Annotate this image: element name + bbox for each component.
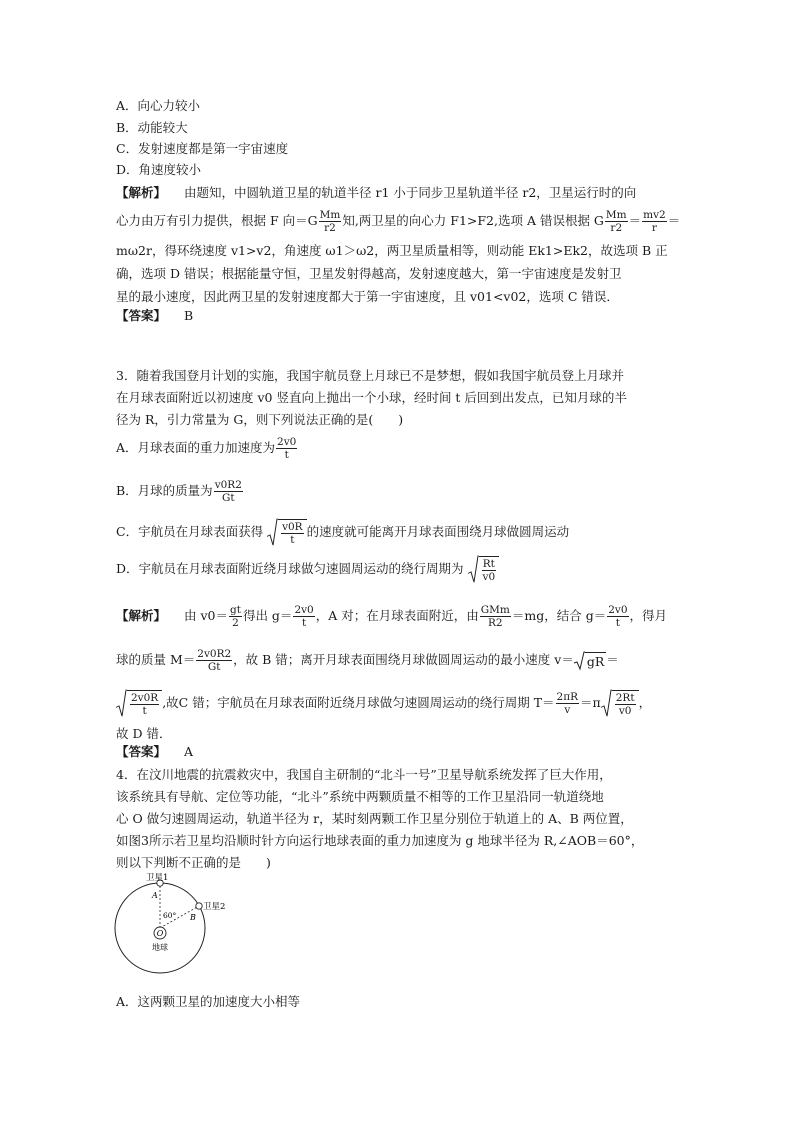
fraction: $\frac{Mm}{r2}$ [319,209,341,234]
answer-label: 【答案】 [116,308,167,323]
q2-analysis-line-2: 心力由万有引力提供，根据 F 向＝G $\frac{Mm}{r2}$ 知,两卫星的向心力 F1>F2,选项 A 错误根据 G $\frac{Mm}{r2}$ ＝ $\frac{mv2}{r}$ ＝ [116,209,681,234]
q3-stem-line-1: 3．随着我国登月计划的实施，我国宇航员登上月球已不是梦想，假如我国宇航员登上月球并 [116,368,624,383]
q2-analysis-line-3: mω2r，得环绕速度 v1>v2，角速度 ω1＞ω2，两卫星质量相等，则动能 Ek1>Ek2，故选项 B 正 [116,243,668,258]
fraction: $\frac{2v0}{t}$ [608,604,628,629]
label-sat2: 卫星2 [203,902,226,912]
q3-analysis-line-1: 【解析】 由 v0＝ $\frac{gt}{2}$ 得出 g＝ $\frac{2v0}{t}$ ，A 对；在月球表面附近，由 $\frac{\text{GMm}}{R2}$ ＝mg，结合 g＝ $\frac{2v0}{t}$ ，得月 [116,604,668,629]
q2-option-c: C．发射速度都是第一宇宙速度 [116,141,289,156]
q3-stem-line-2: 在月球表面附近以初速度 v0 竖直向上抛出一个小球，经时间 t 后回到出发点，已知月球的半 [116,390,627,405]
q3-analysis-line-2: 球的质量 M＝ $\frac{2v0R2}{Gt}$ ，故 B 错；离开月球表面围绕月球做圆周运动的最小速度 v＝ gR ＝ [116,648,619,673]
q3-option-c: C．宇航员在月球表面获得 $\frac{v0R}{t}$ 的速度就可能离开月球表面围绕月球做圆周运动 [116,521,570,546]
q4-option-a: A．这两颗卫星的加速度大小相等 [116,994,301,1009]
label-o: O [156,929,164,938]
q2-answer [116,308,193,324]
label-a: A [152,891,158,900]
analysis-label: 【解析】 [116,608,167,623]
label-b: B [190,913,196,922]
q2-analysis-line-5: 星的最小速度，因此两卫星的发射速度都大于第一宇宙速度，且 v01<v02，选项 C 错误． [116,289,619,304]
square-root: gR [574,652,606,670]
fraction: $\frac{2v0R2}{Gt}$ [197,648,232,673]
q4-stem-line-2: 该系统具有导航、定位等功能，“北斗”系统中两颗质量不相等的工作卫星沿同一轨道绕地 [116,789,604,804]
q3-option-d: D．宇航员在月球表面附近绕月球做匀速圆周运动的绕行周期为 $\frac{Rt}{v0}$ [116,556,499,583]
answer-value: B [184,308,194,323]
q3-option-a: A．月球表面的重力加速度为 $\frac{2v0}{t}$ [116,436,297,461]
fraction: $\frac{gt}{2}$ [230,604,241,629]
label-earth: 地球 [152,943,168,952]
square-root: $\frac{Rt}{v0}$ [468,556,500,583]
label-angle: 60° [163,911,177,920]
label-sat1: 卫星1 [146,873,169,883]
q2-analysis-line-1: 【解析】 由题知，中圆轨道卫星的轨道半径 r1 小于同步卫星轨道半径 r2，卫星运行时的向 [116,185,637,200]
fraction: $\frac{2v0}{t}$ [277,436,297,461]
q3-analysis-line-3: $\frac{2v0R}{t}$ ,故C 错；宇航员在月球表面附近绕月球做匀速圆周运动的绕行周期 T＝ $\frac{2\pi R}{v}$ ＝π $\frac{2Rt}{v0}$ ， [116,690,651,717]
fraction: $\frac{\text{GMm}}{R2}$ [480,604,510,629]
q2-option-a: A．向心力较小 [116,98,201,113]
fraction: $\frac{2\pi R}{v}$ [556,691,579,716]
q2-option-d: D．角速度较小 [116,162,202,177]
square-root: $\frac{2v0R}{t}$ [116,690,162,717]
q3-answer [116,744,193,760]
answer-value: A [184,744,194,759]
q3-analysis-line-4: 故 D 错． [116,726,172,741]
q4-stem-line-4: 如图3所示若卫星均沿顺时针方向运行地球表面的重力加速度为 g 地球半径为 R,∠AOB＝60°， [116,833,644,848]
q4-stem-line-3: 心 O 做匀速圆周运动，轨道半径为 r，某时刻两颗工作卫星分别位于轨道上的 A、B 两位置， [116,811,633,826]
fraction: $\frac{Mm}{r2}$ [605,209,627,234]
q4-stem-line-1: 4．在汶川地震的抗震救灾中，我国自主研制的“北斗一号”卫星导航系统发挥了巨大作用， [116,767,612,782]
q4-stem-line-5: 则以下判断不正确的是 ) [116,855,271,870]
satellite-2-icon [196,903,202,909]
fraction: $\frac{v0R2}{Gt}$ [214,479,242,504]
q2-option-b: B．动能较大 [116,120,188,135]
square-root: $\frac{2Rt}{v0}$ [601,690,639,717]
q3-stem-line-3: 径为 R，引力常量为 G，则下列说法正确的是( ) [116,412,404,427]
fraction: $\frac{mv2}{r}$ [643,209,666,234]
orbit-diagram [110,868,226,978]
fraction: $\frac{2v0}{t}$ [294,604,314,629]
analysis-label: 【解析】 [116,185,167,200]
q3-option-b: B．月球的质量为 $\frac{v0R2}{Gt}$ [116,479,242,504]
q2-analysis-line-4: 确，选项 D 错误；根据能量守恒，卫星发射得越高，发射速度越大，第一宇宙速度是发射卫 [116,266,622,281]
square-root: $\frac{v0R}{t}$ [267,519,307,546]
answer-label: 【答案】 [116,744,167,759]
